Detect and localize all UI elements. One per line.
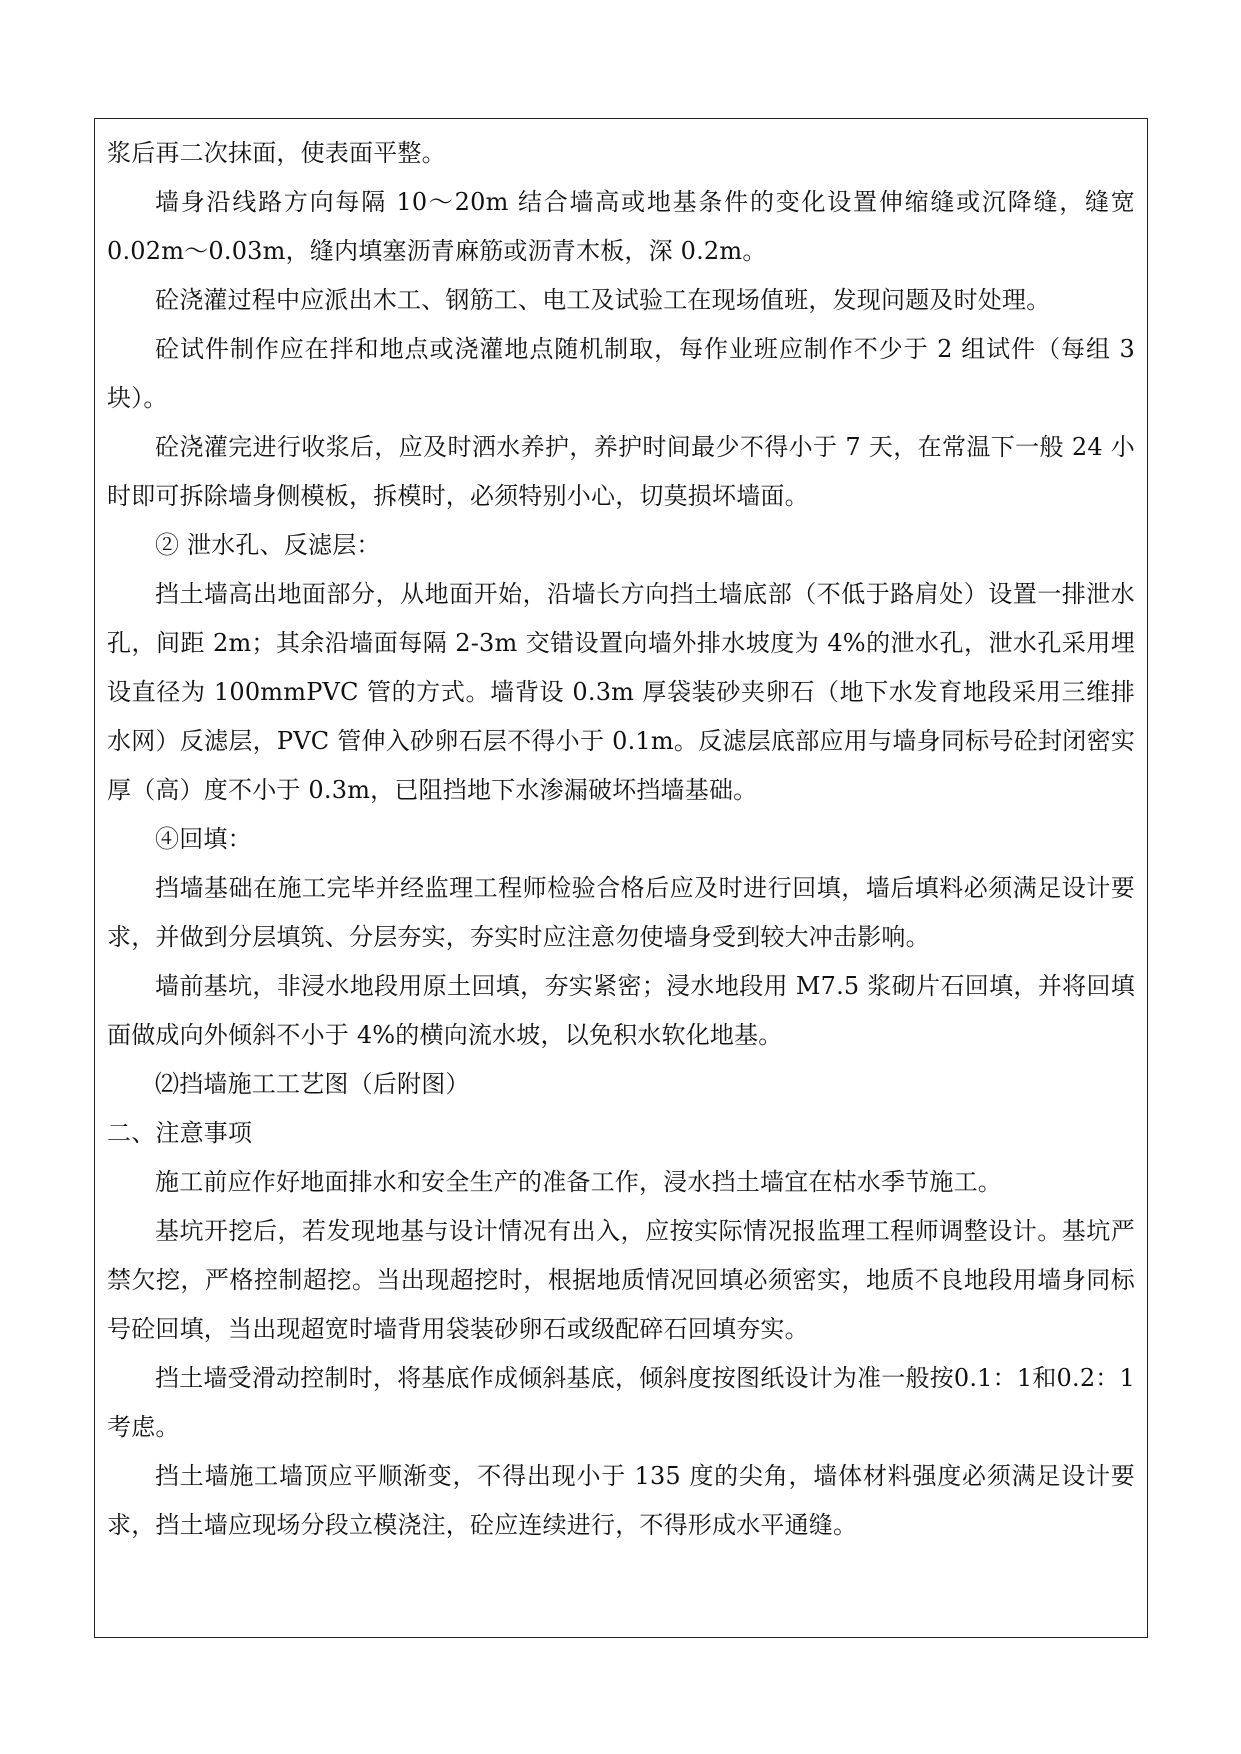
section-heading-backfill: ④回填：: [155, 825, 252, 853]
paragraph-13: 施工前应作好地面排水和安全生产的准备工作，浸水挡土墙宜在枯水季节施工。: [155, 1168, 1002, 1196]
section-heading-precautions: 二、注意事项: [107, 1119, 253, 1147]
paragraph-15: 挡土墙受滑动控制时，将基底作成倾斜基底，倾斜度按图纸设计为准一般按0.1：1和0.2：1 考虑。: [107, 1364, 1135, 1441]
paragraph-1: 浆后再二次抹面，使表面平整。: [107, 139, 446, 167]
paragraph-10: 墙前基坑，非浸水地段用原土回填，夯实紧密；浸水地段用 M7.5 浆砌片石回填，并将回填面做成向外倾斜不小于 4%的横向流水坡，以免积水软化地基。: [107, 972, 1135, 1049]
paragraph-5: 砼浇灌完进行收浆后，应及时洒水养护，养护时间最少不得小于 7 天，在常温下一般 24 小时即可拆除墙身侧模板，拆模时，必须特别小心，切莫损坏墙面。: [107, 433, 1135, 510]
document-frame: [94, 118, 1148, 1638]
paragraph-4: 砼试件制作应在拌和地点或浇灌地点随机制取，每作业班应制作不少于 2 组试件（每组 3 块）。: [107, 335, 1135, 412]
paragraph-7: 挡土墙高出地面部分，从地面开始，沿墙长方向挡土墙底部（不低于路肩处）设置一排泄水孔，间距 2m；其余沿墙面每隔 2-3m 交错设置向墙外排水坡度为 4%的泄水孔，泄水孔采用埋设直径为 100mmPVC 管的方式。墙背设 0.3m 厚袋装砂夹卵石（地下水发育地段采用三维排水网）反滤层，PVC 管伸入砂卵石层不得小于 0.1m。反滤层底部应用与墙身同标号砼封闭密实厚（高）度不小于 0.3m，已阻挡地下水渗漏破坏挡墙基础。: [107, 580, 1135, 804]
paragraph-14: 基坑开挖后，若发现地基与设计情况有出入，应按实际情况报监理工程师调整设计。基坑严禁欠挖，严格控制超挖。当出现超挖时，根据地质情况回填必须密实，地质不良地段用墙身同标号砼回填，当出现超宽时墙背用袋装砂卵石或级配碎石回填夯实。: [107, 1217, 1135, 1343]
paragraph-16: 挡土墙施工墙顶应平顺渐变，不得出现小于 135 度的尖角，墙体材料强度必须满足设计要求，挡土墙应现场分段立模浇注，砼应连续进行，不得形成水平通缝。: [107, 1462, 1135, 1539]
section-heading-drain-holes: ② 泄水孔、反滤层：: [155, 531, 381, 559]
paragraph-9: 挡墙基础在施工完毕并经监理工程师检验合格后应及时进行回填，墙后填料必须满足设计要求，并做到分层填筑、分层夯实，夯实时应注意勿使墙身受到较大冲击影响。: [107, 874, 1135, 951]
section-heading-process-diagram: ⑵挡墙施工工艺图（后附图）: [155, 1070, 470, 1098]
paragraph-3: 砼浇灌过程中应派出木工、钢筋工、电工及试验工在现场值班，发现问题及时处理。: [155, 286, 1051, 314]
paragraph-2: 墙身沿线路方向每隔 10～20m 结合墙高或地基条件的变化设置伸缩缝或沉降缝，缝宽 0.02m～0.03m，缝内填塞沥青麻筋或沥青木板，深 0.2m。: [107, 188, 1135, 265]
document-body: [107, 129, 1135, 1550]
